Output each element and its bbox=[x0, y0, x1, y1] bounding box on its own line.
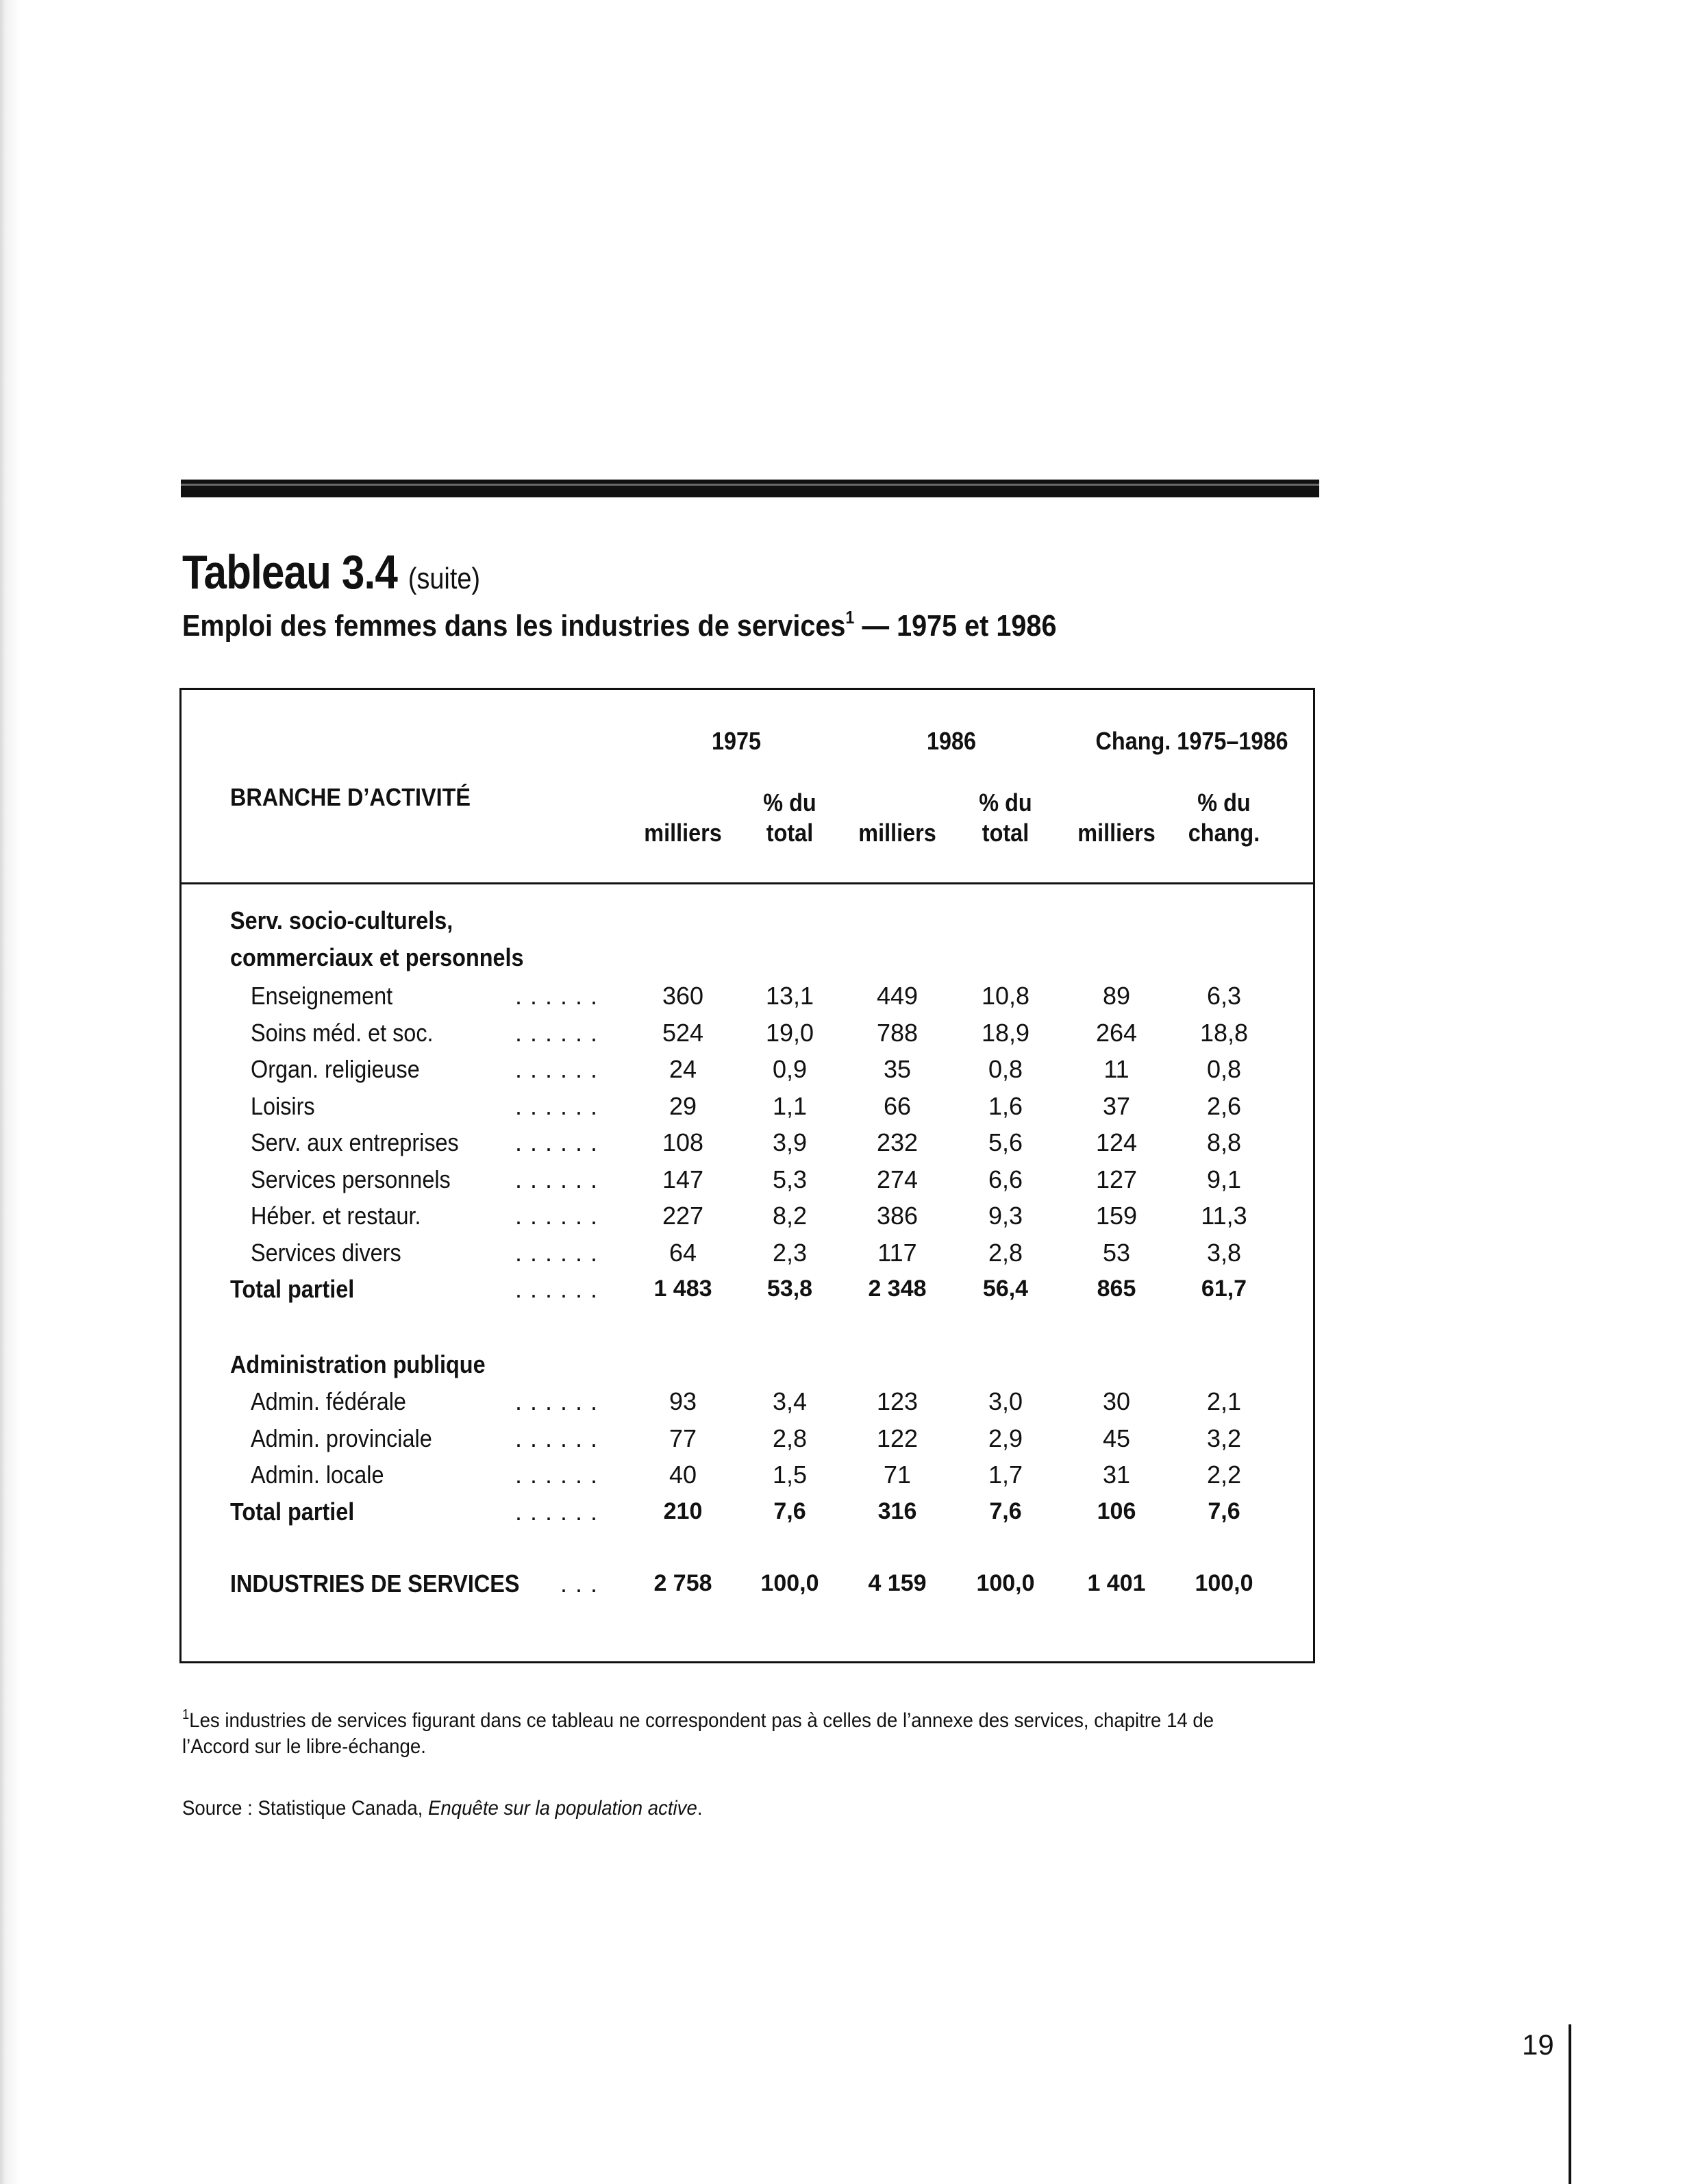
group-header: Chang. 1975–1986 bbox=[1095, 727, 1288, 755]
table-cell: 35 bbox=[883, 1055, 912, 1083]
table-cell: 106 bbox=[1097, 1498, 1136, 1524]
table-cell: 8,8 bbox=[1206, 1128, 1242, 1156]
table-cell: 210 bbox=[663, 1498, 703, 1524]
footnote-line-2: l’Accord sur le libre-échange. bbox=[182, 1735, 426, 1758]
table-cell: 13,1 bbox=[765, 982, 814, 1010]
leader-dots: ...... bbox=[515, 1055, 606, 1083]
table-cell: 56,4 bbox=[982, 1276, 1029, 1302]
table-cell: 37 bbox=[1102, 1092, 1131, 1120]
table-cell: 53,8 bbox=[766, 1276, 813, 1302]
leader-dots: ...... bbox=[515, 1275, 606, 1303]
row-label: INDUSTRIES DE SERVICES bbox=[230, 1569, 520, 1598]
table-header-rule bbox=[179, 882, 1315, 884]
table-cell: 45 bbox=[1102, 1424, 1131, 1452]
table-cell: 524 bbox=[662, 1019, 704, 1047]
table-cell: 100,0 bbox=[1195, 1570, 1253, 1596]
footnote-ref: 1 bbox=[845, 607, 855, 628]
table-cell: 2,3 bbox=[772, 1239, 808, 1267]
footnote bbox=[182, 1706, 1214, 1734]
table-cell: 865 bbox=[1097, 1276, 1136, 1302]
table-cell: 5,3 bbox=[772, 1165, 808, 1193]
header-rule bbox=[181, 480, 1319, 497]
leader-dots: ...... bbox=[515, 1019, 606, 1047]
table-cell: 123 bbox=[876, 1387, 919, 1415]
table-cell: 316 bbox=[877, 1498, 917, 1524]
table-cell: 1,5 bbox=[772, 1461, 808, 1489]
table-cell: 77 bbox=[669, 1424, 697, 1452]
table-cell: 9,3 bbox=[988, 1202, 1023, 1230]
group-header: 1975 bbox=[711, 727, 762, 755]
table-cell: 18,9 bbox=[981, 1019, 1030, 1047]
table-cell: 360 bbox=[662, 982, 704, 1010]
table-cell: 18,8 bbox=[1199, 1019, 1249, 1047]
column-header-line2: total bbox=[766, 819, 814, 847]
table-title-suffix: (suite) bbox=[408, 562, 480, 595]
table-cell: 0,8 bbox=[988, 1055, 1023, 1083]
leader-dots: ...... bbox=[515, 1461, 606, 1489]
source-note bbox=[182, 1795, 703, 1822]
page-number: 19 bbox=[1522, 2028, 1554, 2061]
table-cell: 3,2 bbox=[1206, 1424, 1242, 1452]
table-cell: 5,6 bbox=[988, 1128, 1023, 1156]
column-header-line2: milliers bbox=[1077, 819, 1156, 847]
leader-dots: ... bbox=[560, 1569, 606, 1598]
source-title: Enquête sur la population active bbox=[428, 1797, 697, 1820]
row-label: Soins méd. et soc. bbox=[251, 1019, 434, 1047]
footnote-marker: 1 bbox=[182, 1707, 190, 1722]
table-cell: 0,9 bbox=[772, 1055, 808, 1083]
row-label: Services personnels bbox=[251, 1165, 451, 1193]
leader-dots: ...... bbox=[515, 1092, 606, 1120]
table-cell: 2,9 bbox=[988, 1424, 1023, 1452]
column-header-line1: % du bbox=[1197, 789, 1251, 817]
table-cell: 2,6 bbox=[1206, 1092, 1242, 1120]
table-cell: 122 bbox=[876, 1424, 919, 1452]
table-cell: 89 bbox=[1102, 982, 1131, 1010]
table-cell: 2,1 bbox=[1206, 1387, 1242, 1415]
table-cell: 30 bbox=[1102, 1387, 1131, 1415]
table-cell: 10,8 bbox=[981, 982, 1030, 1010]
leader-dots: ...... bbox=[515, 1165, 606, 1193]
table-cell: 11 bbox=[1103, 1055, 1129, 1083]
row-label: Loisirs bbox=[251, 1092, 315, 1120]
table-cell: 3,4 bbox=[772, 1387, 808, 1415]
table-cell: 31 bbox=[1102, 1461, 1131, 1489]
table-cell: 53 bbox=[1102, 1239, 1131, 1267]
leader-dots: ...... bbox=[515, 1498, 606, 1526]
table-cell: 1,7 bbox=[988, 1461, 1023, 1489]
branch-header: BRANCHE D’ACTIVITÉ bbox=[230, 783, 471, 811]
table-cell: 1,1 bbox=[772, 1092, 808, 1120]
scan-edge bbox=[0, 0, 21, 2184]
table-cell: 24 bbox=[669, 1055, 697, 1083]
table-cell: 3,9 bbox=[772, 1128, 808, 1156]
leader-dots: ...... bbox=[515, 1387, 606, 1415]
table-cell: 1,6 bbox=[988, 1092, 1023, 1120]
row-label: Admin. provinciale bbox=[251, 1424, 432, 1452]
table-cell: 2,8 bbox=[772, 1424, 808, 1452]
column-header-line2: total bbox=[982, 819, 1029, 847]
row-label: Héber. et restaur. bbox=[251, 1202, 421, 1230]
table-cell: 11,3 bbox=[1201, 1202, 1247, 1230]
leader-dots: ...... bbox=[515, 1424, 606, 1452]
table-cell: 1 401 bbox=[1087, 1570, 1146, 1596]
row-label: Enseignement bbox=[251, 982, 393, 1010]
table-cell: 147 bbox=[662, 1165, 704, 1193]
table-cell: 6,3 bbox=[1206, 982, 1242, 1010]
table-cell: 386 bbox=[876, 1202, 919, 1230]
column-header-line2: milliers bbox=[858, 819, 936, 847]
table-cell: 100,0 bbox=[976, 1570, 1035, 1596]
source-suffix: . bbox=[697, 1797, 703, 1820]
table-cell: 19,0 bbox=[765, 1019, 814, 1047]
source-prefix: Source : Statistique Canada, bbox=[182, 1797, 429, 1820]
row-label: Total partiel bbox=[230, 1498, 355, 1526]
section-heading: Serv. socio-culturels, bbox=[230, 906, 453, 934]
table-cell: 449 bbox=[876, 982, 919, 1010]
table-cell: 232 bbox=[876, 1128, 919, 1156]
table-cell: 7,6 bbox=[989, 1498, 1022, 1524]
row-label: Admin. locale bbox=[251, 1461, 384, 1489]
table-cell: 2,2 bbox=[1206, 1461, 1242, 1489]
table-subtitle-text: Emploi des femmes dans les industries de services bbox=[182, 609, 846, 643]
table-cell: 274 bbox=[876, 1165, 919, 1193]
table-cell: 108 bbox=[662, 1128, 704, 1156]
row-label: Total partiel bbox=[230, 1275, 355, 1303]
leader-dots: ...... bbox=[515, 1202, 606, 1230]
table-cell: 7,6 bbox=[1208, 1498, 1240, 1524]
table-cell: 0,8 bbox=[1206, 1055, 1242, 1083]
row-label: Serv. aux entreprises bbox=[251, 1128, 459, 1156]
table-cell: 64 bbox=[669, 1239, 697, 1267]
table-cell: 3,0 bbox=[988, 1387, 1023, 1415]
table-cell: 264 bbox=[1095, 1019, 1138, 1047]
leader-dots: ...... bbox=[515, 1239, 606, 1267]
table-cell: 66 bbox=[883, 1092, 912, 1120]
section-heading: Administration publique bbox=[230, 1350, 486, 1378]
table-title-main: Tableau 3.4 bbox=[182, 545, 397, 599]
table-title bbox=[182, 545, 480, 599]
table-cell: 3,8 bbox=[1206, 1239, 1242, 1267]
table-cell: 2 758 bbox=[653, 1570, 712, 1596]
table-subtitle bbox=[182, 608, 1056, 641]
table-cell: 93 bbox=[669, 1387, 697, 1415]
column-header-line1: % du bbox=[763, 789, 816, 817]
table-subtitle-tail: — 1975 et 1986 bbox=[862, 609, 1057, 643]
table-cell: 71 bbox=[883, 1461, 912, 1489]
column-header-line1: % du bbox=[979, 789, 1032, 817]
table-cell: 4 159 bbox=[868, 1570, 927, 1596]
table-cell: 7,6 bbox=[773, 1498, 806, 1524]
table-cell: 227 bbox=[662, 1202, 704, 1230]
table-cell: 61,7 bbox=[1201, 1276, 1247, 1302]
table-cell: 100,0 bbox=[760, 1570, 819, 1596]
table-cell: 2,8 bbox=[988, 1239, 1023, 1267]
leader-dots: ...... bbox=[515, 982, 606, 1010]
row-label: Organ. religieuse bbox=[251, 1055, 420, 1083]
section-heading: commerciaux et personnels bbox=[230, 943, 524, 971]
group-header: 1986 bbox=[926, 727, 977, 755]
row-label: Admin. fédérale bbox=[251, 1387, 406, 1415]
table-cell: 6,6 bbox=[988, 1165, 1023, 1193]
table-cell: 2 348 bbox=[868, 1276, 927, 1302]
table-cell: 117 bbox=[877, 1239, 917, 1267]
table-cell: 124 bbox=[1095, 1128, 1138, 1156]
page-number-rule bbox=[1569, 2024, 1571, 2184]
table-cell: 788 bbox=[876, 1019, 919, 1047]
table-cell: 159 bbox=[1095, 1202, 1138, 1230]
table-cell: 8,2 bbox=[772, 1202, 808, 1230]
table-cell: 40 bbox=[669, 1461, 697, 1489]
footnote-continued bbox=[182, 1733, 426, 1760]
footnote-line-1: Les industries de services figurant dans ce tableau ne correspondent pas à celles de l’annexe des services, chapitre 14 de bbox=[189, 1709, 1214, 1732]
row-label: Services divers bbox=[251, 1239, 401, 1267]
table-cell: 127 bbox=[1095, 1165, 1138, 1193]
table-cell: 1 483 bbox=[653, 1276, 712, 1302]
column-header-line2: chang. bbox=[1188, 819, 1260, 847]
column-header-line2: milliers bbox=[644, 819, 722, 847]
leader-dots: ...... bbox=[515, 1128, 606, 1156]
table-cell: 9,1 bbox=[1206, 1165, 1242, 1193]
table-cell: 29 bbox=[669, 1092, 697, 1120]
